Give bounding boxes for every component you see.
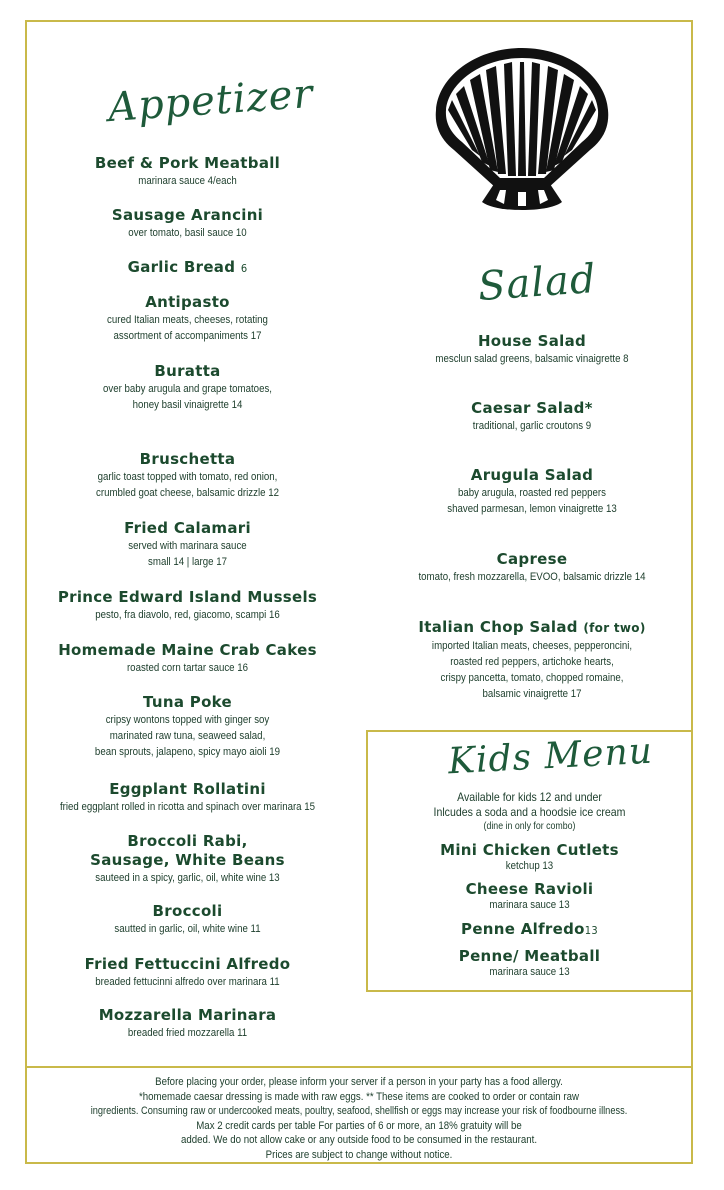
kids-item-cheese-ravioli: Cheese Ravioli marinara sauce 13 [465,880,594,911]
footer-divider [25,1066,693,1068]
menu-item-house-salad: House Salad mesclun salad greens, balsamic vinaigrette 8 [435,332,629,365]
menu-item-mussels: Prince Edward Island Mussels pesto, fra diavolo, red, giacomo, scampi 16 [57,588,318,621]
salad-heading: Salad [476,255,598,311]
appetizer-heading: Appetizer [106,70,315,132]
kids-menu-heading: Kids Menu [447,730,654,783]
menu-item-broccoli-rabi: Broccoli Rabi, Sausage, White Beans sauteed in a spicy, garlic, oil, white wine 13 [90,832,285,884]
kids-item-penne-meatball: Penne/ Meatball marinara sauce 13 [458,947,601,978]
kids-item-chicken-cutlets: Mini Chicken Cutlets ketchup 13 [440,841,619,872]
menu-item-mozzarella: Mozzarella Marinara breaded fried mozzarella 11 [98,1006,277,1039]
menu-item-buratta: Buratta over baby arugula and grape tomatoes, honey basil vinaigrette 14 [103,362,272,411]
menu-item-broccoli: Broccoli sautted in garlic, oil, white wine 11 [114,902,261,935]
kids-item-penne-alfredo: Penne Alfredo13 [461,920,598,938]
menu-item-bruschetta: Bruschetta garlic toast topped with tomato, red onion, crumbled goat cheese, balsamic drizzle 12 [96,450,279,499]
menu-item-fettuccini: Fried Fettuccini Alfredo breaded fettucinni alfredo over marinara 11 [84,955,291,988]
menu-item-calamari: Fried Calamari served with marinara sauce small 14 | large 17 [124,519,251,568]
menu-item-eggplant: Eggplant Rollatini fried eggplant rolled in ricotta and spinach over marinara 15 [59,780,316,813]
menu-item-meatball: Beef & Pork Meatball marinara sauce 4/each [94,154,281,187]
menu-item-tuna-poke: Tuna Poke cripsy wontons topped with ginger soy marinated raw tuna, seaweed salad, bean sprouts, jalapeno, spicy mayo aioli 19 [94,693,281,758]
kids-intro: Available for kids 12 and under Inlcudes a soda and a hoodsie ice cream (dine in only for combo) [433,790,626,832]
appetizer-column [40,0,335,1060]
menu-item-antipasto: Antipasto cured Italian meats, cheeses, rotating assortment of accompaniments 17 [107,293,268,342]
menu-item-italian-chop-salad: Italian Chop Salad (for two) imported Italian meats, cheeses, pepperoncini, roasted red peppers, artichoke hearts, crispy pancetta, tomato, chopped romaine, balsamic vinaigrette 17 [418,618,646,700]
menu-item-arugula-salad: Arugula Salad baby arugula, roasted red peppers shaved parmesan, lemon vinaigrette 13 [447,466,617,515]
footer-disclaimer: Before placing your order, please inform your server if a person in your party has a food allergy. *homemade caesar dressing is made with raw eggs. ** These items are cooked to order or contain raw ingredients. Consuming raw or undercooked meats, poultry, seafood, shellfish or eggs may increase your risk of foodbourne illness. Max 2 credit cards per table For parties of 6 or more, an 18% gratuity will be added. We do not allow cake or any outside food to be consumed in the restaurant. Prices are subject to change without notice. [90,1076,628,1161]
kids-column [368,0,691,990]
menu-item-arancini: Sausage Arancini over tomato, basil sauce 10 [111,206,264,239]
menu-item-garlic-bread: Garlic Bread 6 [127,258,248,276]
menu-item-crab-cakes: Homemade Maine Crab Cakes roasted corn tartar sauce 16 [58,641,317,674]
menu-item-caesar-salad: Caesar Salad* traditional, garlic croutons 9 [471,399,593,432]
menu-item-caprese: Caprese tomato, fresh mozzarella, EVOO, balsamic drizzle 14 [418,550,646,583]
